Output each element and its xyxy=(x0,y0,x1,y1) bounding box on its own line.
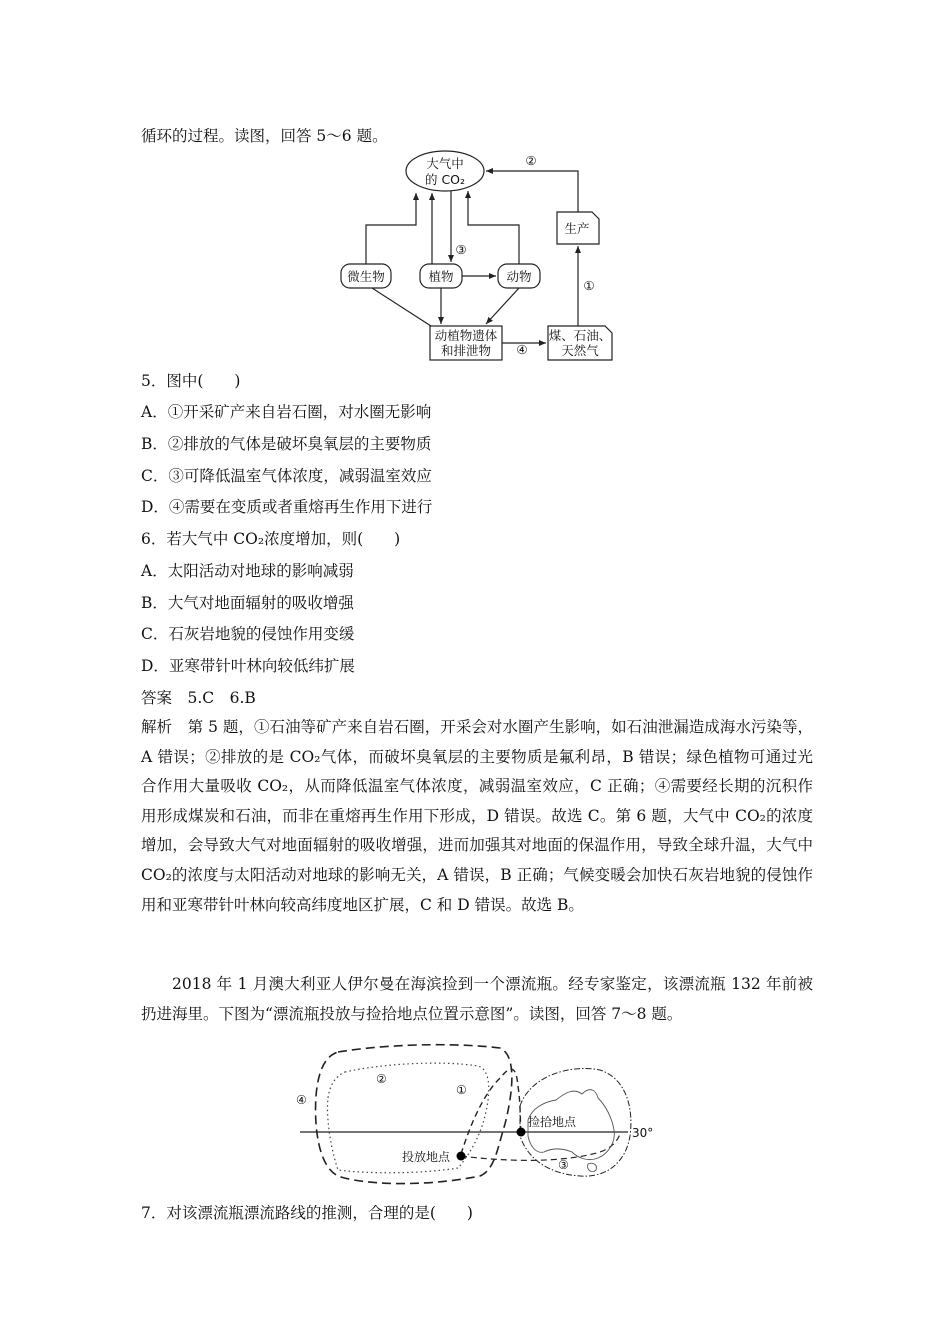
fossil-label-1: 煤、石油、 xyxy=(548,328,612,343)
analysis-paragraph: 解析 第 5 题，①石油等矿产来自岩石圈，开采会对水圈产生影响，如石油泄漏造成海水污染等，A 错误；②排放的是 CO₂气体，而破坏臭氧层的主要物质是氟利昂，B 错误；绿色植物可通过光合作用大量吸收 CO₂，从而降低温室气体浓度，减弱温室效应，C 正确；④需要经长期的沉积作用形成煤炭和石油，而非在重熔再生作用下形成，D 错误。故选 C。第 6 题，大气中 CO₂的浓度增加，会导致大气对地面辐射的吸收增强，进而加强其对地面的保温作用，导致全球升温，大气中 CO₂的浓度与太阳活动对地球的影响无关，A 错误，B 正确；气候变暖会加快石灰岩地貌的侵蚀作用和亚寒带针叶林向较高纬度地区扩展，C 和 D 错误。故选 B。 xyxy=(141,718,813,914)
production-label: 生产 xyxy=(564,221,590,236)
q5-option-c: C．③可降低温室气体浓度，减弱温室效应 xyxy=(141,467,432,485)
diagram-marker-4: ④ xyxy=(516,342,528,357)
remains-label-1: 动植物遗体 xyxy=(434,328,498,343)
remains-label-2: 和排泄物 xyxy=(440,343,492,358)
q6-option-c: C．石灰岩地貌的侵蚀作用变缓 xyxy=(141,625,355,643)
route-marker-1: ① xyxy=(456,1083,467,1097)
pickup-label: 捡拾地点 xyxy=(528,1115,577,1129)
q6-option-a: A．太阳活动对地球的影响减弱 xyxy=(141,562,354,580)
drop-point xyxy=(457,1152,466,1161)
route-marker-4: ④ xyxy=(296,1093,307,1107)
drop-label: 投放地点 xyxy=(402,1150,451,1164)
microbes-label: 微生物 xyxy=(347,269,385,284)
animals-label: 动物 xyxy=(506,269,532,284)
q6-stem: 6．若大气中 CO₂浓度增加，则( ) xyxy=(141,530,401,548)
diagram-marker-2: ② xyxy=(525,153,537,168)
pickup-point xyxy=(517,1128,526,1137)
q5-stem: 5．图中( ) xyxy=(141,372,241,390)
diagram-marker-3: ③ xyxy=(455,242,467,257)
route-3 xyxy=(461,1134,620,1160)
q5-option-d: D．④需要在变质或者重熔再生作用下进行 xyxy=(141,498,433,516)
intro-line: 循环的过程。读图，回答 5～6 题。 xyxy=(141,127,388,145)
route-marker-2: ② xyxy=(376,1072,387,1086)
q5-option-a: A．①开采矿产来自岩石圈，对水圈无影响 xyxy=(141,403,432,421)
q6-option-b: B．大气对地面辐射的吸收增强 xyxy=(141,594,354,612)
drift-map xyxy=(0,1036,950,1186)
q5-option-b: B．②排放的气体是破坏臭氧层的主要物质 xyxy=(141,435,432,453)
carbon-cycle-diagram xyxy=(0,0,950,370)
q7-stem: 7．对该漂流瓶漂流路线的推测，合理的是( ) xyxy=(141,1204,473,1222)
route-marker-3: ③ xyxy=(558,1158,569,1172)
latitude-label: 30° xyxy=(632,1126,654,1140)
intro2-paragraph: 2018 年 1 月澳大利亚人伊尔曼在海滨捡到一个漂流瓶。经专家鉴定，该漂流瓶 132 年前被扔进海里。下图为“漂流瓶投放与捡拾地点位置示意图”。读图，回答 7～8 题。 xyxy=(141,975,813,1023)
atmosphere-label-1: 大气中 xyxy=(426,156,464,171)
fossil-label-2: 天然气 xyxy=(561,343,599,358)
atmosphere-label-2: 的 CO₂ xyxy=(424,172,466,187)
diagram-marker-1: ① xyxy=(583,278,595,293)
plants-label: 植物 xyxy=(428,269,454,284)
answer-line: 答案 5.C 6.B xyxy=(141,689,256,707)
q6-option-d: D．亚寒带针叶林向较低纬扩展 xyxy=(141,657,355,675)
